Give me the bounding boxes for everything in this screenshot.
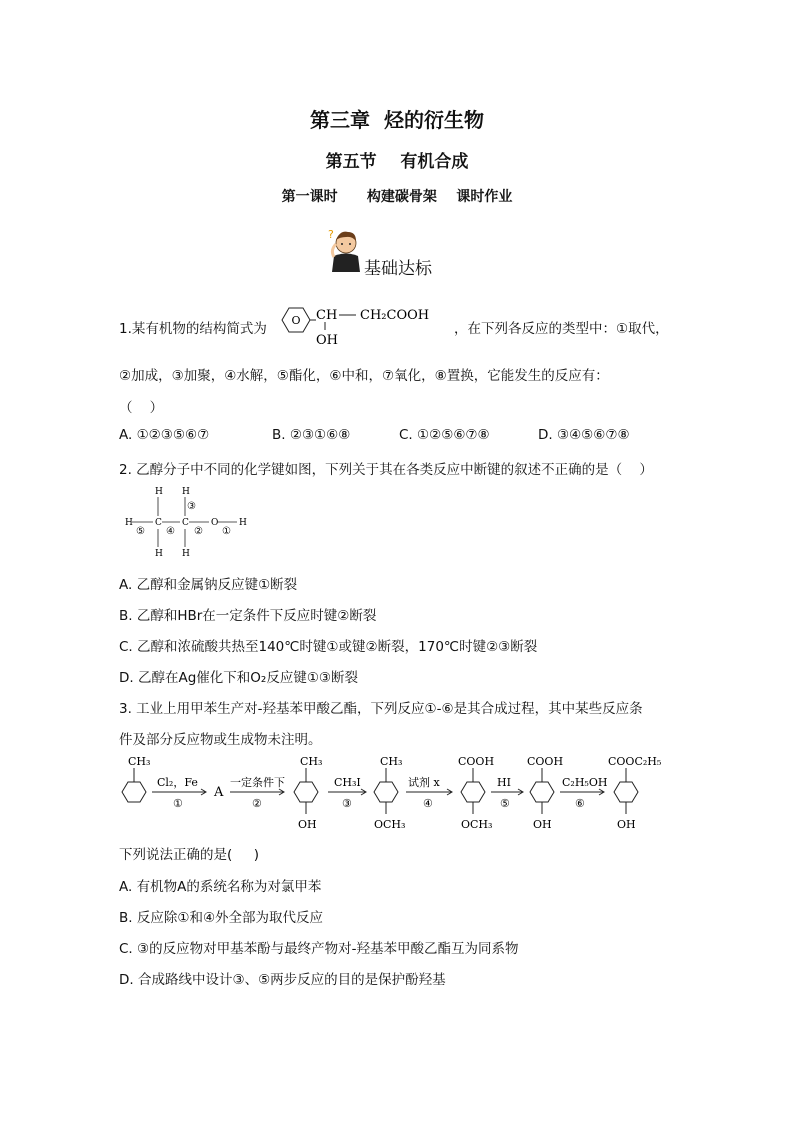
benzene-ring-6 (614, 782, 638, 802)
oh-label: OH (316, 333, 338, 348)
ch-label: CH (316, 308, 338, 323)
step3-reagent: CH₃I (334, 776, 361, 789)
atom-c1: C (155, 518, 162, 528)
ethanol-bond-diagram (122, 484, 252, 564)
benzene-ring-4 (461, 782, 485, 802)
benzene-ring-1 (122, 782, 146, 802)
badge-label: 基础达标 (364, 259, 432, 279)
q2-stem: 2. 乙醇分子中不同的化学键如图，下列关于其在各类反应中断键的叙述不正确的是（ ） (119, 462, 653, 478)
benzene-ring-5 (530, 782, 554, 802)
compound-a: A (214, 785, 224, 800)
atom-h-top-right: H (182, 487, 190, 497)
synthesis-route (118, 752, 678, 834)
q1-option-b: B. ②③①⑥⑧ (272, 427, 351, 443)
q2-option-b: B. 乙醇和HBr在一定条件下反应时键②断裂 (119, 608, 377, 624)
ch3-label-2: CH₃ (300, 755, 323, 768)
step5-reagent: HI (497, 776, 511, 789)
atom-h-left: H (125, 518, 133, 528)
q3-stem-line1: 3. 工业上用甲苯生产对-羟基苯甲酸乙酯，下列反应①-⑥是其合成过程，其中某些反应条 (119, 701, 643, 717)
step6-number: ⑥ (575, 797, 585, 810)
step2-number: ② (252, 797, 262, 810)
chapter-title: 第三章 烃的衍生物 (310, 108, 484, 132)
q3-option-a: A. 有机物A的系统名称为对氯甲苯 (119, 879, 322, 895)
step3-number: ③ (342, 797, 352, 810)
step4-number: ④ (423, 797, 433, 810)
step4-reagent: 试剂 x (408, 776, 440, 789)
ring-label: O (291, 314, 301, 327)
synthesis-scheme (118, 752, 678, 838)
q3-stem-line2: 件及部分反应物或生成物未注明。 (119, 732, 322, 748)
side-chain-label: CH₂COOH (360, 308, 430, 323)
atom-h-top-left: H (155, 487, 163, 497)
oh-label-6: OH (617, 818, 636, 831)
q1-structure (278, 299, 454, 353)
cooh-label-5: COOH (527, 755, 564, 768)
q1-structure-formula (278, 299, 454, 349)
cooh-label-4: COOH (458, 755, 495, 768)
q2-option-c: C. 乙醇和浓硫酸共热至140℃时键①或键②断裂，170℃时键②③断裂 (119, 639, 538, 655)
ethanol-structure (122, 484, 252, 560)
thinking-student-icon (324, 226, 364, 272)
oh-label-2: OH (298, 818, 317, 831)
section-title: 第五节 有机合成 (325, 152, 469, 172)
ch3-label-1: CH₃ (128, 755, 151, 768)
bond-3-label: ③ (187, 501, 196, 512)
q3-option-d: D. 合成路线中设计③、⑤两步反应的目的是保护酚羟基 (119, 972, 446, 988)
benzene-ring-3 (374, 782, 398, 802)
q1-option-a: A. ①②③⑤⑥⑦ (119, 427, 210, 443)
atom-h-bottom-right: H (182, 549, 190, 559)
step5-number: ⑤ (500, 797, 510, 810)
q1-line2: ②加成，③加聚，④水解，⑤酯化，⑥中和，⑦氧化，⑧置换，它能发生的反应有： (119, 368, 609, 384)
bond-1-label: ① (222, 526, 231, 537)
atom-c2: C (182, 518, 189, 528)
atom-o: O (211, 518, 219, 528)
q3-question: 下列说法正确的是( ) (119, 847, 259, 863)
step6-reagent: C₂H₅OH (562, 776, 608, 789)
atom-h-bottom-left: H (155, 549, 163, 559)
ch3-label-3: CH₃ (380, 755, 403, 768)
bond-5-label: ⑤ (136, 526, 145, 537)
q2-option-a: A. 乙醇和金属钠反应键①断裂 (119, 577, 298, 593)
och3-label-4: OCH₃ (461, 818, 493, 831)
q2-option-d: D. 乙醇在Ag催化下和O₂反应键①③断裂 (119, 670, 359, 686)
step2-reagent: 一定条件下 (230, 776, 285, 789)
q3-option-c: C. ③的反应物对甲基苯酚与最终产物对-羟基苯甲酸乙酯互为同系物 (119, 941, 519, 957)
och3-label-3: OCH₃ (374, 818, 406, 831)
bond-4-label: ④ (166, 526, 175, 537)
oh-label-5: OH (533, 818, 552, 831)
benzene-ring-2 (294, 782, 318, 802)
step1-number: ① (173, 797, 183, 810)
q1-option-d: D. ③④⑤⑥⑦⑧ (538, 427, 630, 443)
lesson-title: 第一课时 构建碳骨架 课时作业 (281, 189, 513, 205)
basic-badge (324, 226, 364, 276)
q3-option-b: B. 反应除①和④外全部为取代反应 (119, 910, 324, 926)
bond-2-label: ② (194, 526, 203, 537)
atom-h-right: H (239, 518, 247, 528)
q1-option-c: C. ①②⑤⑥⑦⑧ (399, 427, 490, 443)
q1-suffix: ，在下列各反应的类型中：①取代， (454, 321, 669, 337)
q1-blank: （ ） (119, 400, 164, 416)
q1-prefix: 1.某有机物的结构简式为 (119, 321, 267, 337)
cooc2h5-label: COOC₂H₅ (608, 755, 662, 768)
svg-text:?: ? (328, 228, 334, 241)
step1-reagent: Cl₂，Fe (157, 776, 198, 789)
